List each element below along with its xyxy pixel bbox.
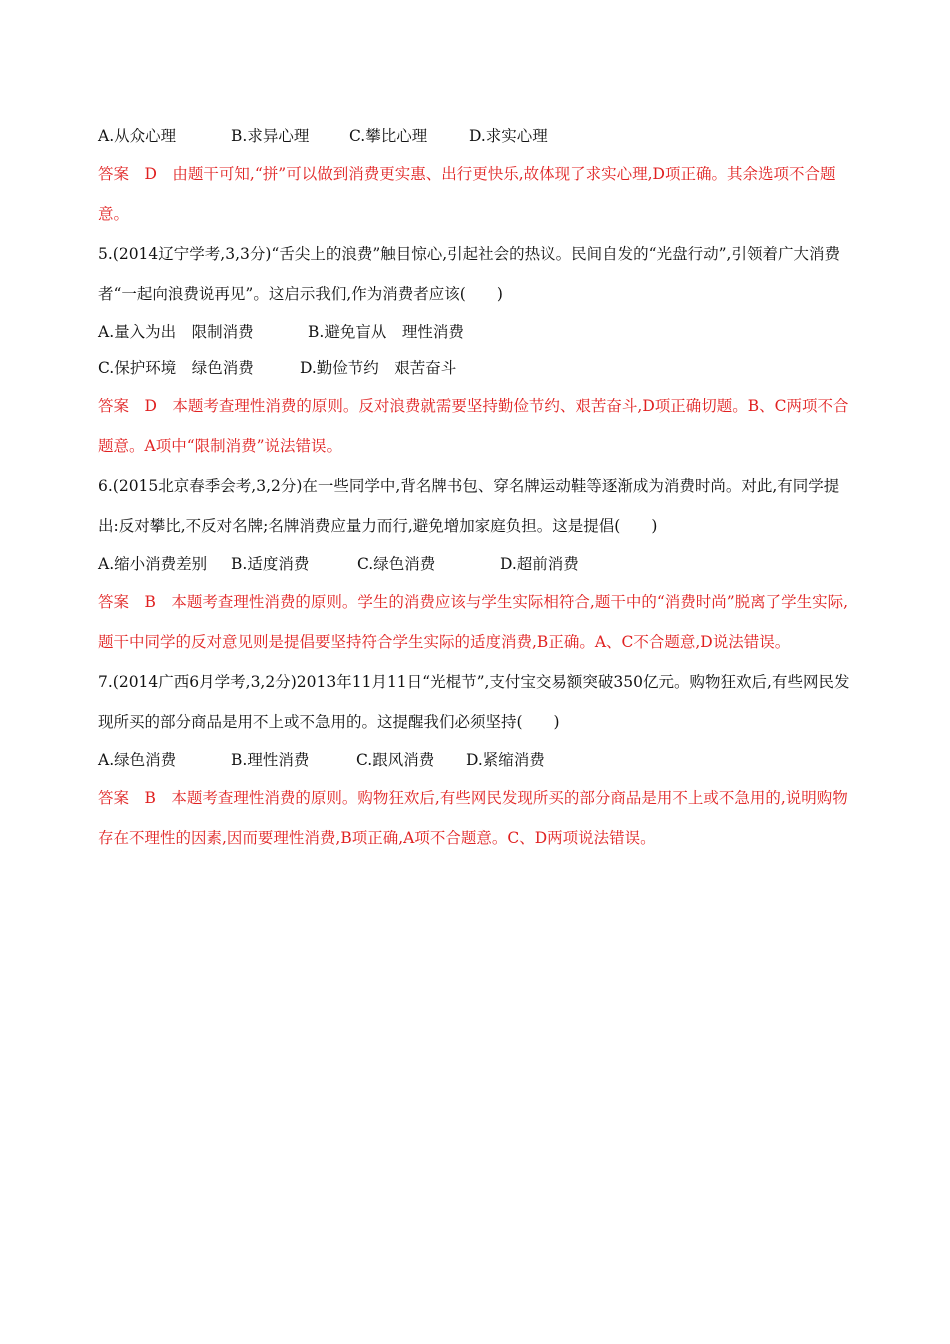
q6-stem: 6.(2015北京春季会考,3,2分)在一些同学中,背名牌书包、穿名牌运动鞋等逐渐成为消费时尚。对此,有同学提出:反对攀比,不反对名牌;名牌消费应量力而行,避免增加家庭负担。这是提倡( ): [98, 477, 840, 535]
question-list: [98, 118, 858, 858]
q5-option-b: B.避免盲从 理性消费: [308, 323, 464, 341]
q4-option-c: C.攀比心理: [349, 127, 428, 145]
q4-options: [98, 118, 858, 154]
q4-option-b: B.求异心理: [231, 127, 310, 145]
q7-stem: 7.(2014广西6月学考,3,2分)2013年11月11日“光棍节”,支付宝交易额突破350亿元。购物狂欢后,有些网民发现所买的部分商品是用不上或不急用的。这提醒我们必须坚持( ): [98, 673, 850, 731]
q5-option-d: D.勤俭节约 艰苦奋斗: [300, 359, 457, 377]
q6-answer: 答案 B 本题考查理性消费的原则。学生的消费应该与学生实际相符合,题干中的“消费时尚”脱离了学生实际,题干中同学的反对意见则是提倡要坚持符合学生实际的适度消费,B正确。A、C不合题意,D说法错误。: [98, 593, 849, 651]
q6-option-a: A.缩小消费差别: [98, 555, 208, 573]
q4-answer: 答案 D 由题干可知,“拼”可以做到消费更实惠、出行更快乐,故体现了求实心理,D项正确。其余选项不合题意。: [98, 165, 836, 223]
q4-option-a: A.从众心理: [98, 127, 177, 145]
q5-option-c: C.保护环境 绿色消费: [98, 359, 254, 377]
q6-option-c: C.绿色消费: [357, 555, 436, 573]
q7-option-c: C.跟风消费: [356, 751, 435, 769]
q7-option-d: D.紧缩消费: [466, 751, 545, 769]
q6-options: [98, 546, 858, 582]
q7-options: [98, 742, 858, 778]
q7-answer: 答案 B 本题考查理性消费的原则。购物狂欢后,有些网民发现所买的部分商品是用不上或不急用的,说明购物存在不理性的因素,因而要理性消费,B项正确,A项不合题意。C、D两项说法错误。: [98, 789, 848, 847]
q5-stem: 5.(2014辽宁学考,3,3分)“舌尖上的浪费”触目惊心,引起社会的热议。民间自发的“光盘行动”,引领着广大消费者“一起向浪费说再见”。这启示我们,作为消费者应该( ): [98, 245, 840, 303]
q7-option-a: A.绿色消费: [98, 751, 177, 769]
q4-option-d: D.求实心理: [469, 127, 548, 145]
q7-option-b: B.理性消费: [231, 751, 310, 769]
q5-options-row1: [98, 314, 858, 350]
q5-option-a: A.量入为出 限制消费: [98, 323, 254, 341]
q5-options-row2: [98, 350, 858, 386]
q6-option-b: B.适度消费: [231, 555, 310, 573]
q5-answer: 答案 D 本题考查理性消费的原则。反对浪费就需要坚持勤俭节约、艰苦奋斗,D项正确切题。B、C两项不合题意。A项中“限制消费”说法错误。: [98, 397, 849, 455]
q6-option-d: D.超前消费: [500, 555, 579, 573]
